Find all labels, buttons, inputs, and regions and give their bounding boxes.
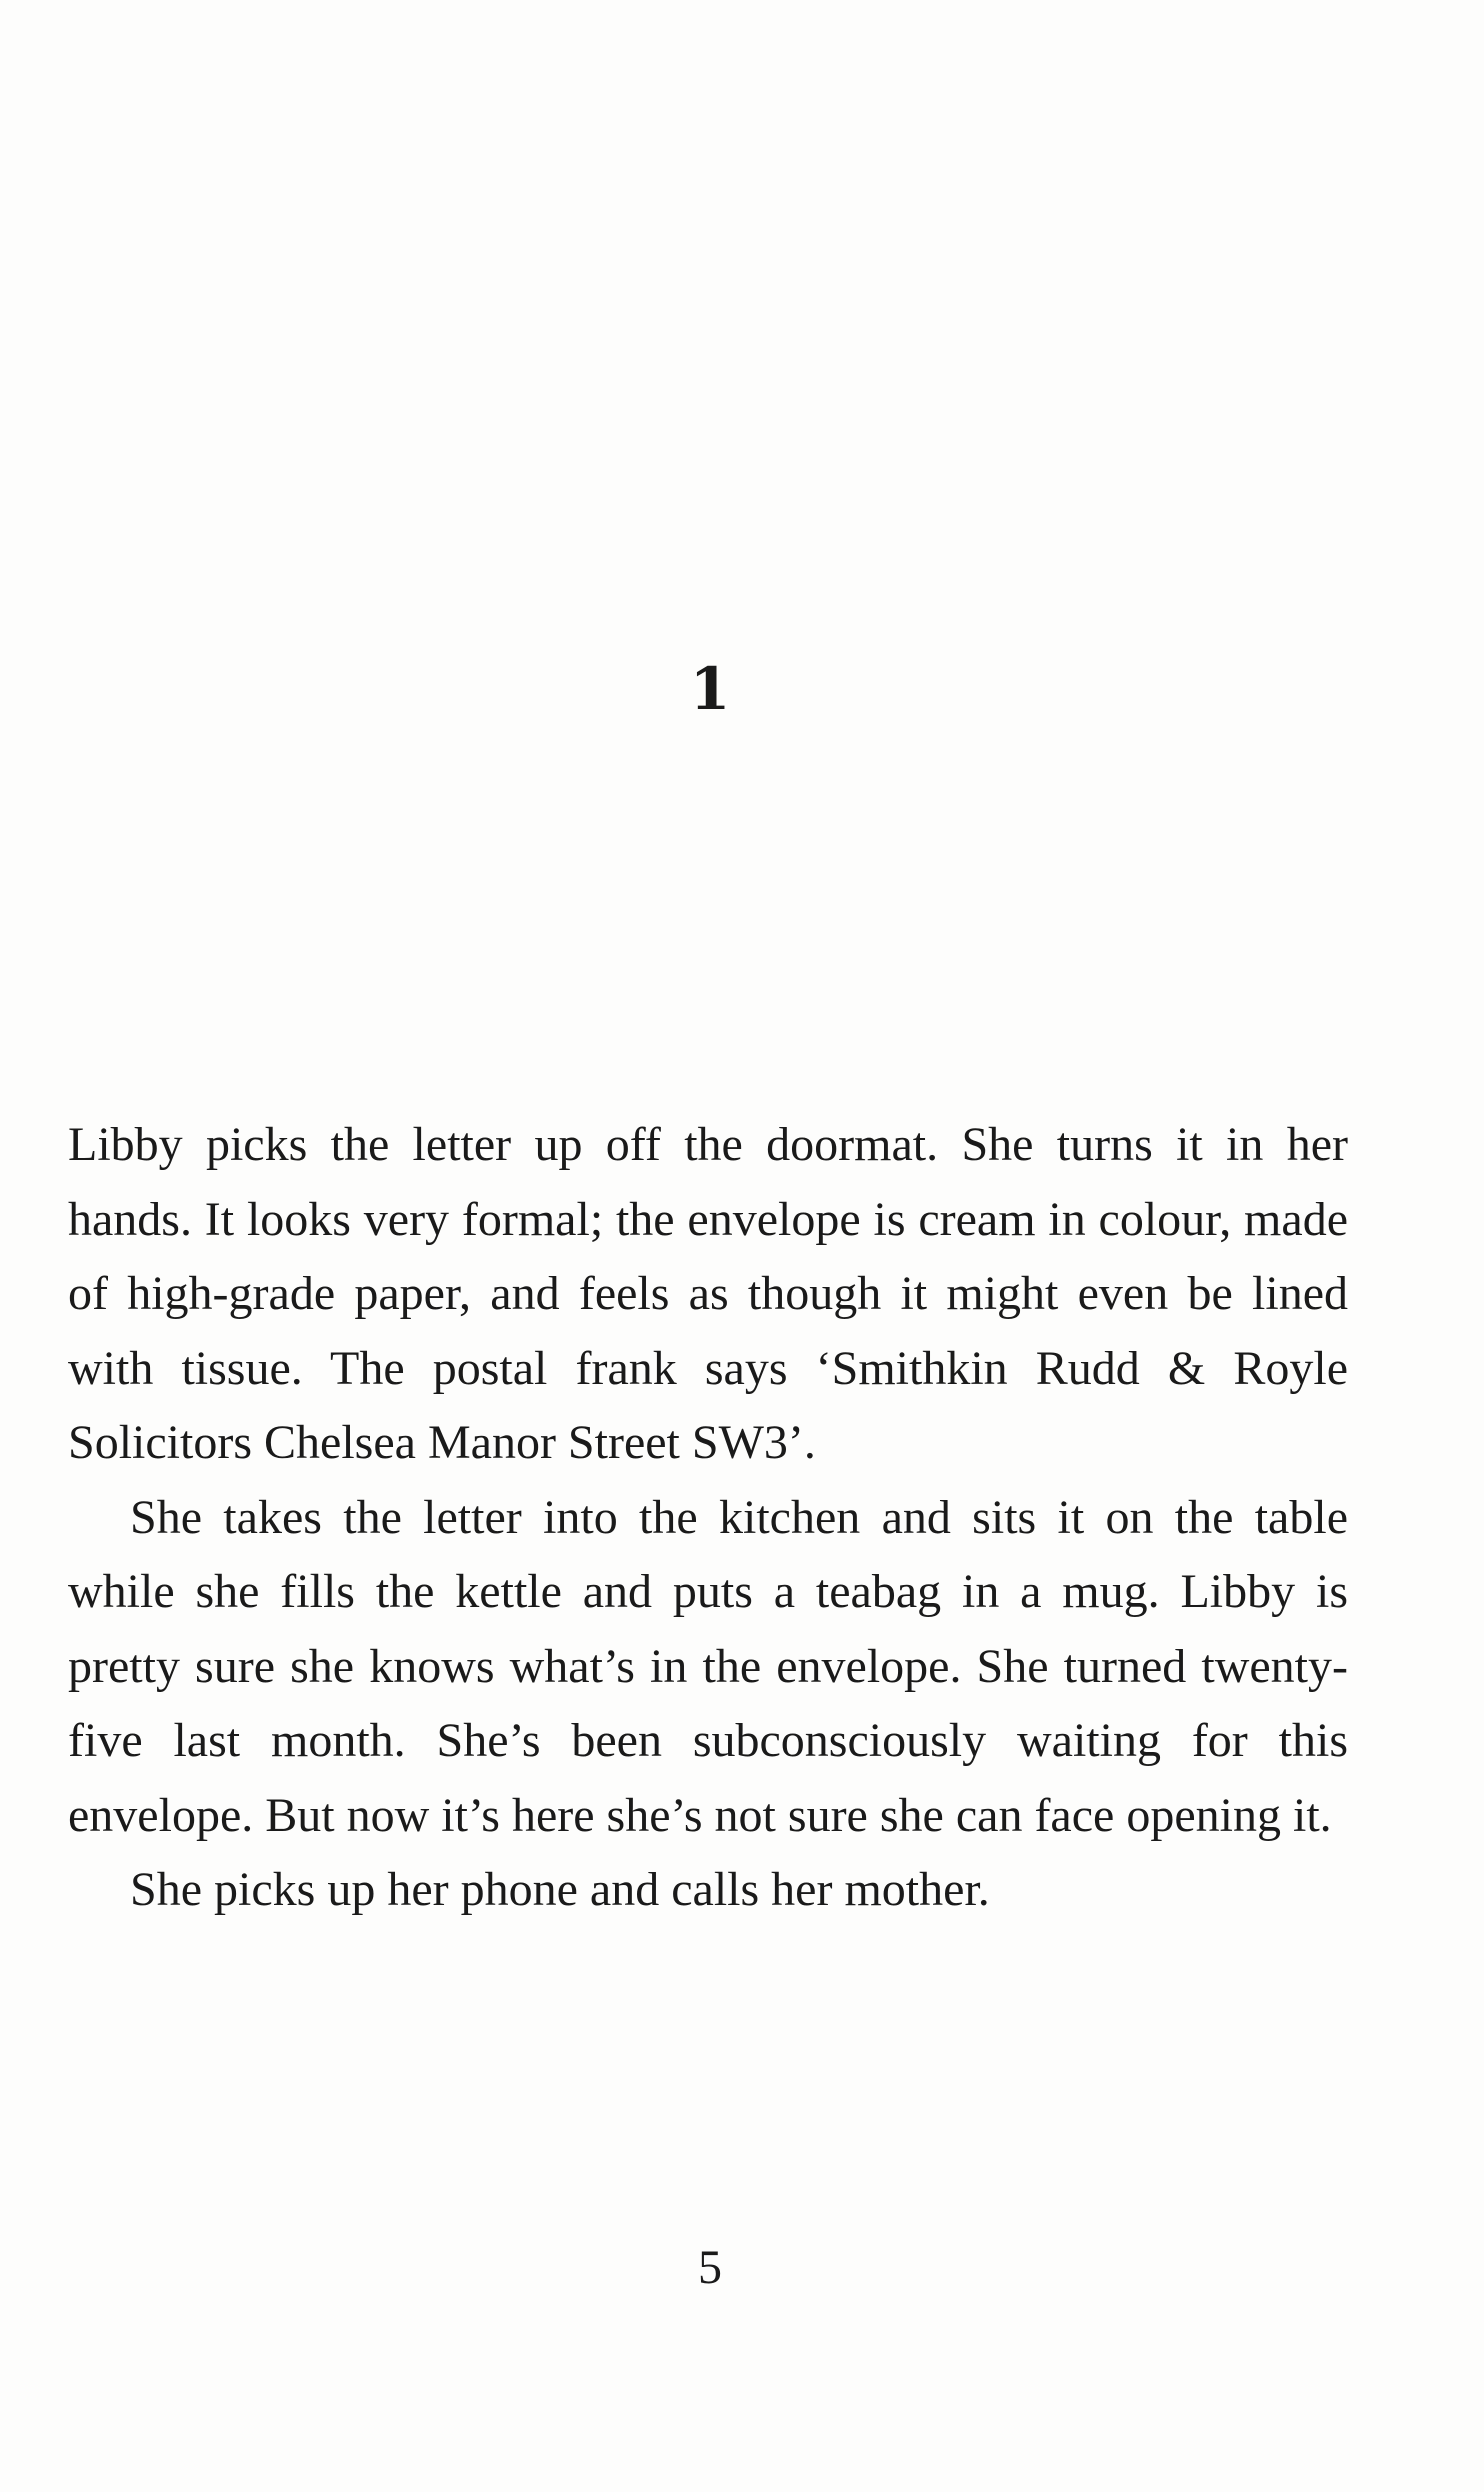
page-number: 5 [698, 2241, 722, 2294]
paragraph: She takes the letter into the kitchen and sits it on the table while she fills the kettle and puts a teabag in a mug. Libby is pretty sure she knows what’s in the envelope. She turned twenty-five last month. She’s been subconsciously waiting for this envelope. But now it’s here she’s not sure she can face opening it. [68, 1490, 1348, 1842]
paragraph: Libby picks the letter up off the doormat. She turns it in her hands. It looks very formal; the envelope is cream in colour, made of high-grade paper, and feels as though it might even be lined with tissue. The postal frank says ‘Smithkin Rudd & Royle Solicitors Chelsea Manor Street SW3’. [68, 1118, 1348, 1469]
chapter-body [68, 1108, 1348, 1928]
chapter-number: 1 [689, 655, 731, 723]
paragraph: She picks up her phone and calls her mother. [130, 1863, 990, 1916]
